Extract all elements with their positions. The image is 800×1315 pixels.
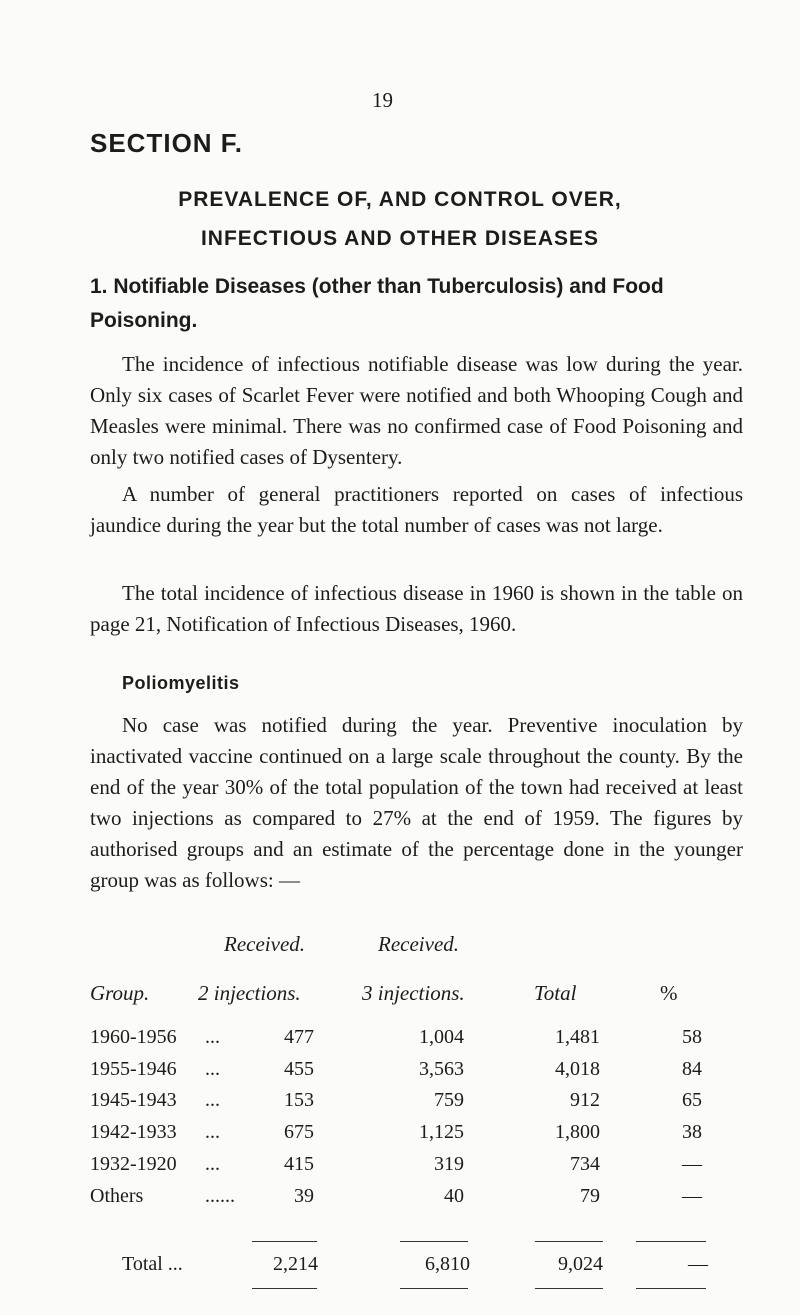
cell-dots: ... <box>205 1058 220 1080</box>
cell-3-injections: 319 <box>434 1153 464 1175</box>
rule-2-injections-top <box>252 1241 317 1242</box>
subheading-notifiable-diseases <box>90 270 750 338</box>
cell-3-injections: 3,563 <box>419 1058 464 1080</box>
total-percent: — <box>688 1253 708 1275</box>
cell-2-injections: 675 <box>284 1121 314 1143</box>
cell-percent: 65 <box>682 1089 702 1111</box>
header-received-2: Received. <box>224 932 306 956</box>
cell-percent: 38 <box>682 1121 702 1143</box>
paragraph-total-incidence <box>90 578 743 640</box>
total-total: 9,024 <box>558 1253 603 1275</box>
cell-2-injections: 39 <box>294 1185 314 1207</box>
paragraph-incidence-text: The incidence of infectious notifiable disease was low during the year. Only six cases of Scarlet Fever were notified and both Whooping Cough and Measles were minimal. There was no confirmed case of Food Poisoning and only two notified cases of Dysentery. <box>90 352 743 469</box>
header-2-injections: 2 injections. <box>198 981 301 1005</box>
rule-3-injections-top <box>400 1241 468 1242</box>
header-percent: % <box>660 981 678 1005</box>
cell-group: 1932-1920 <box>90 1153 177 1175</box>
rule-3-injections-bottom <box>400 1288 468 1289</box>
cell-dots: ... <box>205 1153 220 1175</box>
header-received-3: Received. <box>378 932 460 956</box>
cell-3-injections: 1,004 <box>419 1026 464 1048</box>
cell-3-injections: 40 <box>444 1185 464 1207</box>
cell-total: 4,018 <box>555 1058 600 1080</box>
document-title-line-1: PREVALENCE OF, AND CONTROL OVER, <box>178 188 622 211</box>
cell-dots: ...... <box>205 1185 235 1207</box>
header-group: Group. <box>90 981 150 1005</box>
cell-group: 1942-1933 <box>90 1121 177 1143</box>
header-total: Total <box>534 981 577 1005</box>
cell-total: 734 <box>570 1153 600 1175</box>
cell-total: 912 <box>570 1089 600 1111</box>
section-heading: SECTION F. <box>90 128 244 158</box>
cell-2-injections: 415 <box>284 1153 314 1175</box>
total-2-injections: 2,214 <box>273 1253 318 1275</box>
paragraph-poliomyelitis <box>90 710 743 896</box>
rule-total-bottom <box>535 1288 603 1289</box>
rule-total-top <box>535 1241 603 1242</box>
subheading-number: 1. <box>90 275 108 298</box>
paragraph-poliomyelitis-text: No case was notified during the year. Preventive inoculation by inactivated vaccine continued on a large scale throughout the county. By the end of the year 30% of the total population of the town had received at least two injections as compared to 27% at the end of 1959. The figures by authorised groups and an estimate of the percentage done in the younger group was as follows: — <box>90 713 743 892</box>
paragraph-incidence <box>90 349 743 473</box>
cell-3-injections: 1,125 <box>419 1121 464 1143</box>
cell-dots: ... <box>205 1121 220 1143</box>
paragraph-total-incidence-text: The total incidence of infectious disease in 1960 is shown in the table on page 21, Notification of Infectious Diseases, 1960. <box>90 581 743 636</box>
cell-2-injections: 477 <box>284 1026 314 1048</box>
rule-percent-top <box>636 1241 706 1242</box>
cell-total: 79 <box>580 1185 600 1207</box>
paragraph-jaundice <box>90 479 743 541</box>
page-number: 19 <box>372 88 393 112</box>
cell-dots: ... <box>205 1089 220 1111</box>
paragraph-jaundice-text: A number of general practitioners reported on cases of infectious jaundice during the year but the total number of cases was not large. <box>90 482 743 537</box>
cell-group: 1945-1943 <box>90 1089 177 1111</box>
cell-percent: 58 <box>682 1026 702 1048</box>
total-label: Total ... <box>122 1253 183 1275</box>
rule-percent-bottom <box>636 1288 706 1289</box>
cell-percent: 84 <box>682 1058 702 1080</box>
cell-total: 1,481 <box>555 1026 600 1048</box>
cell-percent: — <box>682 1153 702 1175</box>
cell-dots: ... <box>205 1026 220 1048</box>
cell-2-injections: 455 <box>284 1058 314 1080</box>
total-3-injections: 6,810 <box>425 1253 470 1275</box>
cell-group: 1960-1956 <box>90 1026 177 1048</box>
poliomyelitis-heading: Poliomyelitis <box>122 673 240 693</box>
cell-3-injections: 759 <box>434 1089 464 1111</box>
subheading-text: Notifiable Diseases (other than Tuberculosis) and Food Poisoning. <box>90 275 664 332</box>
cell-percent: — <box>682 1185 702 1207</box>
header-3-injections: 3 injections. <box>362 981 465 1005</box>
cell-2-injections: 153 <box>284 1089 314 1111</box>
cell-total: 1,800 <box>555 1121 600 1143</box>
cell-group: Others <box>90 1185 144 1207</box>
cell-group: 1955-1946 <box>90 1058 177 1080</box>
rule-2-injections-bottom <box>252 1288 317 1289</box>
document-title-line-2: INFECTIOUS AND OTHER DISEASES <box>200 227 600 250</box>
